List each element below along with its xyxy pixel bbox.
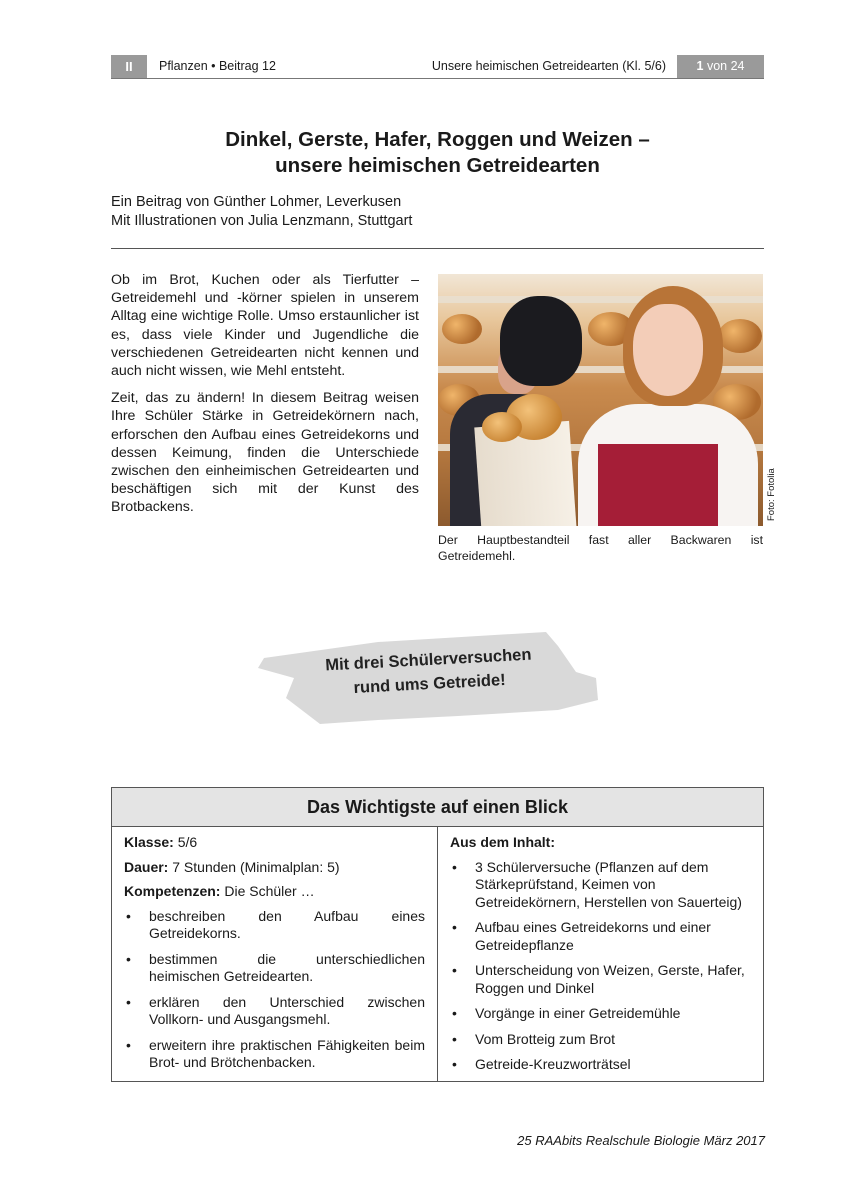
list-item: • Aufbau eines Getreidekorns und einer Getreidepflanze: [450, 919, 751, 954]
divider: [111, 248, 764, 249]
overview-title: Das Wichtigste auf einen Blick: [112, 788, 763, 827]
overview-left-column: [112, 827, 438, 1081]
klasse-label: Klasse:: [124, 834, 174, 850]
inhalt-list: [450, 859, 751, 1074]
dauer-label: Dauer:: [124, 858, 169, 875]
list-item: • Vorgänge in einer Getreidemühle: [450, 1005, 751, 1023]
photo-credit: Foto: Fotolia: [766, 468, 777, 521]
overview-box: [111, 787, 764, 1082]
article-title-line1: Dinkel, Gerste, Hafer, Roggen und Weizen –: [225, 128, 650, 151]
header-title: Unsere heimischen Getreidearten (Kl. 5/6): [431, 59, 666, 73]
inhalt-heading: [450, 834, 751, 852]
list-item: • bestimmen die unterschiedlichen heimischen Getreidearten.: [124, 951, 425, 986]
baker-face: [633, 304, 703, 396]
header-subject: Pflanzen • Beitrag 12: [159, 59, 276, 73]
section-badge: II: [111, 55, 147, 78]
list-item: • Vom Brotteig zum Brot: [450, 1031, 751, 1049]
kompetenzen-label: Kompetenzen:: [124, 883, 221, 899]
list-item: • erklären den Unterschied zwischen Vollkorn- und Ausgangsmehl.: [124, 994, 425, 1029]
klasse-row: [124, 834, 425, 852]
clerk-hair: [500, 296, 582, 386]
article-title: [111, 127, 764, 179]
banner-line-2: rund ums Getreide!: [353, 671, 507, 697]
list-item: • Getreide-Kreuzworträtsel: [450, 1056, 751, 1074]
page-indicator: [677, 55, 764, 78]
klasse-value: 5/6: [173, 834, 198, 850]
page-number: 1: [696, 59, 704, 73]
list-item: • erweitern ihre praktischen Fähigkeiten beim Brot- und Brötchenbacken.: [124, 1037, 425, 1072]
inhalt-label: Aus dem Inhalt:: [450, 834, 556, 850]
intro-paragraph-2: Zeit, das zu ändern! In diesem Beitrag weisen Ihre Schüler Stärke in Getreidekörnern nach, erforschen den Aufbau eines Getreidekorns und dessen Keimung, finden die Unterschiede zwischen den einheimischen Getreidearten und beschäftigen sich mit der Kunst des Brotbackens.: [111, 390, 419, 516]
byline: [111, 193, 764, 231]
article-title-line2: unsere heimischen Getreidearten: [275, 154, 600, 177]
banner-line-1: Mit drei Schülerversuchen: [324, 645, 532, 675]
page-header: [111, 55, 764, 79]
intro-text: [111, 271, 419, 526]
dauer-row: [124, 859, 425, 877]
bread-loaf: [442, 314, 482, 344]
list-item: • beschreiben den Aufbau eines Getreidekorns.: [124, 908, 425, 943]
kompetenzen-value: Die Schüler …: [220, 883, 315, 899]
list-item: • 3 Schülerversuche (Pflanzen auf dem Stärkeprüfstand, Keimen von Getreidekörnern, Herstellen von Sauerteig): [450, 859, 751, 912]
intro-paragraph-1: Ob im Brot, Kuchen oder als Tierfutter – Getreidemehl und -körner spielen in unserem Alltag eine wichtige Rolle. Umso erstaunlicher ist es, dass viele Kinder und Jugendliche die verschiedenen Getreidearten nicht kennen und auch nicht wissen, wie Mehl entsteht.: [111, 272, 419, 380]
author-line: Ein Beitrag von Günther Lohmer, Leverkusen: [111, 194, 402, 210]
bread-bun: [482, 412, 522, 442]
illustrator-line: Mit Illustrationen von Julia Lenzmann, Stuttgart: [111, 213, 413, 229]
photo-caption: Der Hauptbestandteil fast aller Backwaren ist Getreidemehl.: [438, 533, 763, 563]
page-footer: 25 RAAbits Realschule Biologie März 2017: [517, 1133, 765, 1148]
bakery-photo: [438, 274, 763, 526]
list-item: • Unterscheidung von Weizen, Gerste, Hafer, Roggen und Dinkel: [450, 962, 751, 997]
dauer-value: 7 Stunden (Minimalplan: 5): [168, 858, 340, 875]
baker-apron: [598, 444, 718, 526]
kompetenzen-list: [124, 908, 425, 1072]
shelf: [438, 296, 763, 303]
bread-loaf: [718, 319, 762, 353]
overview-right-column: [438, 827, 763, 1081]
page-total: von 24: [703, 59, 745, 73]
kompetenzen-row: [124, 883, 425, 901]
callout-banner: [258, 628, 600, 726]
